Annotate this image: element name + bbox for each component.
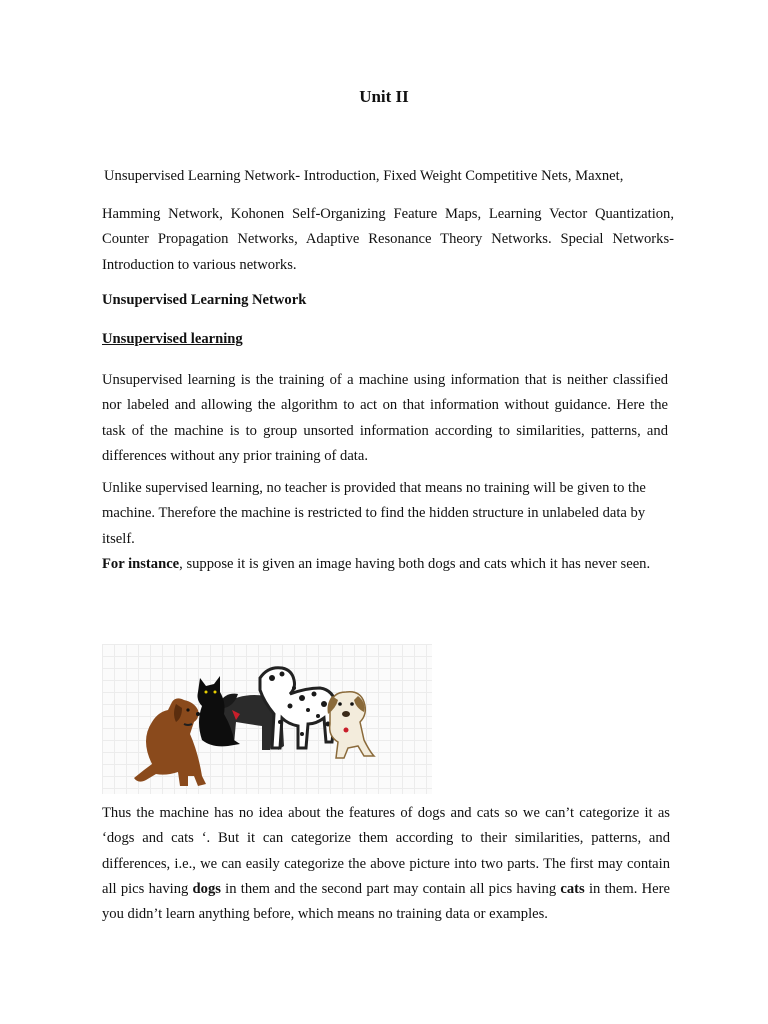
paragraph-for-instance — [102, 552, 674, 577]
syllabus-line-1: Unsupervised Learning Network- Introduction, Fixed Weight Competitive Nets, Maxnet, — [104, 168, 624, 184]
dogs-and-cats-illustration — [102, 644, 432, 794]
dalmatian-figure — [260, 668, 336, 748]
pug-figure — [328, 692, 375, 758]
categorize-text-c: in them. Here you didn’t learn anything before, which means no training data or examples. — [102, 880, 670, 923]
subsection-heading: Unsupervised learning — [102, 331, 243, 347]
section-heading: Unsupervised Learning Network — [102, 292, 307, 308]
animals-icon — [102, 644, 432, 794]
page-title: Unit II — [359, 87, 409, 106]
syllabus-topics: Hamming Network, Kohonen Self-Organizing Feature Maps, Learning Vector Quantization, Counter Propagation Networks, Adaptive Resonance Theory Networks. Special Networks-Introduction to various networks. — [102, 206, 674, 273]
dogs-bold: dogs — [192, 880, 221, 897]
categorize-text-a: Thus the machine has no idea about the features of dogs and cats so we can’t categorize it as ‘dogs and cats ‘. But it can categorize them according to their similarities, patterns, and differences, i.e., we can easily categorize the above picture into two parts. The first may contain all pics having — [102, 805, 670, 897]
paragraph-categorize — [102, 801, 670, 927]
for-instance-bold: For instance — [102, 556, 180, 572]
brown-dog-figure — [134, 698, 206, 786]
categorize-text-b: in them and the second part may contain all pics having — [220, 880, 561, 897]
paragraph-definition: Unsupervised learning is the training of a machine using information that is neither classified nor labeled and allowing the algorithm to act on that information without guidance. Here the task of the machine is to group unsorted information according to similarities, patterns, and differences without any prior training of data. — [102, 372, 668, 464]
for-instance-text: , suppose it is given an image having both dogs and cats which it has never seen. — [179, 556, 651, 572]
cats-bold: cats — [560, 880, 585, 897]
paragraph-no-teacher: Unlike supervised learning, no teacher is provided that means no training will be given to the machine. Therefore the machine is restricted to find the hidden structure in unlabeled data by itself. — [102, 480, 646, 547]
